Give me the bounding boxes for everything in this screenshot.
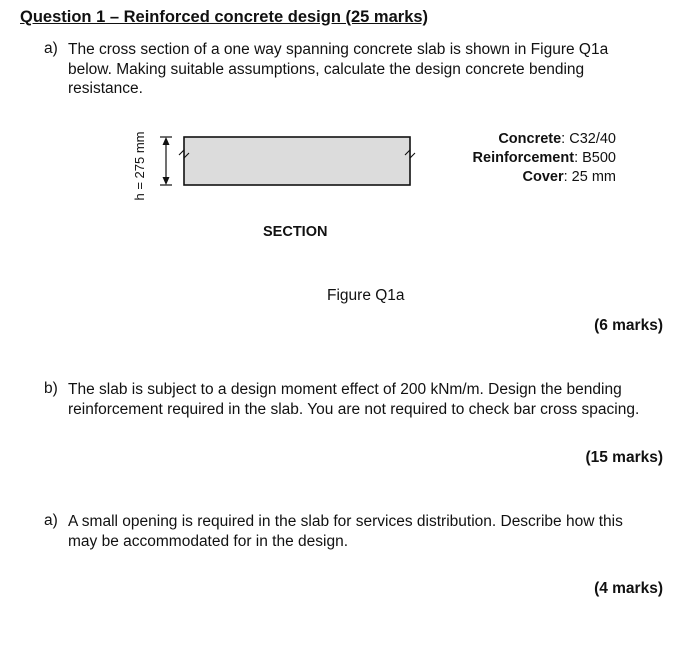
part-a-marks: (6 marks) (594, 317, 663, 334)
part-c-line-2: may be accommodated for in the design. (68, 532, 349, 550)
figure-caption: Figure Q1a (327, 287, 405, 304)
spec-cover: Cover: 25 mm (522, 169, 616, 185)
part-c-line-1: A small opening is required in the slab for services distribution. Describe how this (68, 513, 623, 530)
part-a-line-1: The cross section of a one way spanning concrete slab is shown in Figure Q1a (68, 41, 609, 58)
slab-height-label: h = 275 mm (132, 131, 147, 201)
question-title: Question 1 – Reinforced concrete design (25 marks) (20, 8, 429, 26)
part-a-text (68, 40, 608, 99)
part-c-label: a) (44, 512, 58, 529)
spec-concrete: Concrete: C32/40 (498, 131, 616, 147)
part-b-line-1: The slab is subject to a design moment effect of 200 kNm/m. Design the bending (68, 381, 622, 398)
part-b-text (68, 380, 639, 419)
dim-arrow-up (163, 137, 170, 145)
part-b-label: b) (44, 380, 58, 397)
slab-section-diagram (150, 125, 430, 205)
spec-reinforcement: Reinforcement: B500 (472, 150, 616, 166)
part-b-line-2: reinforcement required in the slab. You are not required to check bar cross spacing. (68, 400, 640, 418)
part-a-label: a) (44, 40, 58, 57)
part-c-text (68, 512, 623, 551)
part-a-line-2: below. Making suitable assumptions, calculate the design concrete bending (68, 60, 585, 78)
part-a-line-3: resistance. (68, 80, 143, 97)
dim-arrow-down (163, 177, 170, 185)
slab-rectangle (184, 137, 410, 185)
part-b-marks: (15 marks) (585, 449, 663, 466)
section-label: SECTION (263, 224, 328, 240)
part-c-marks: (4 marks) (594, 580, 663, 597)
